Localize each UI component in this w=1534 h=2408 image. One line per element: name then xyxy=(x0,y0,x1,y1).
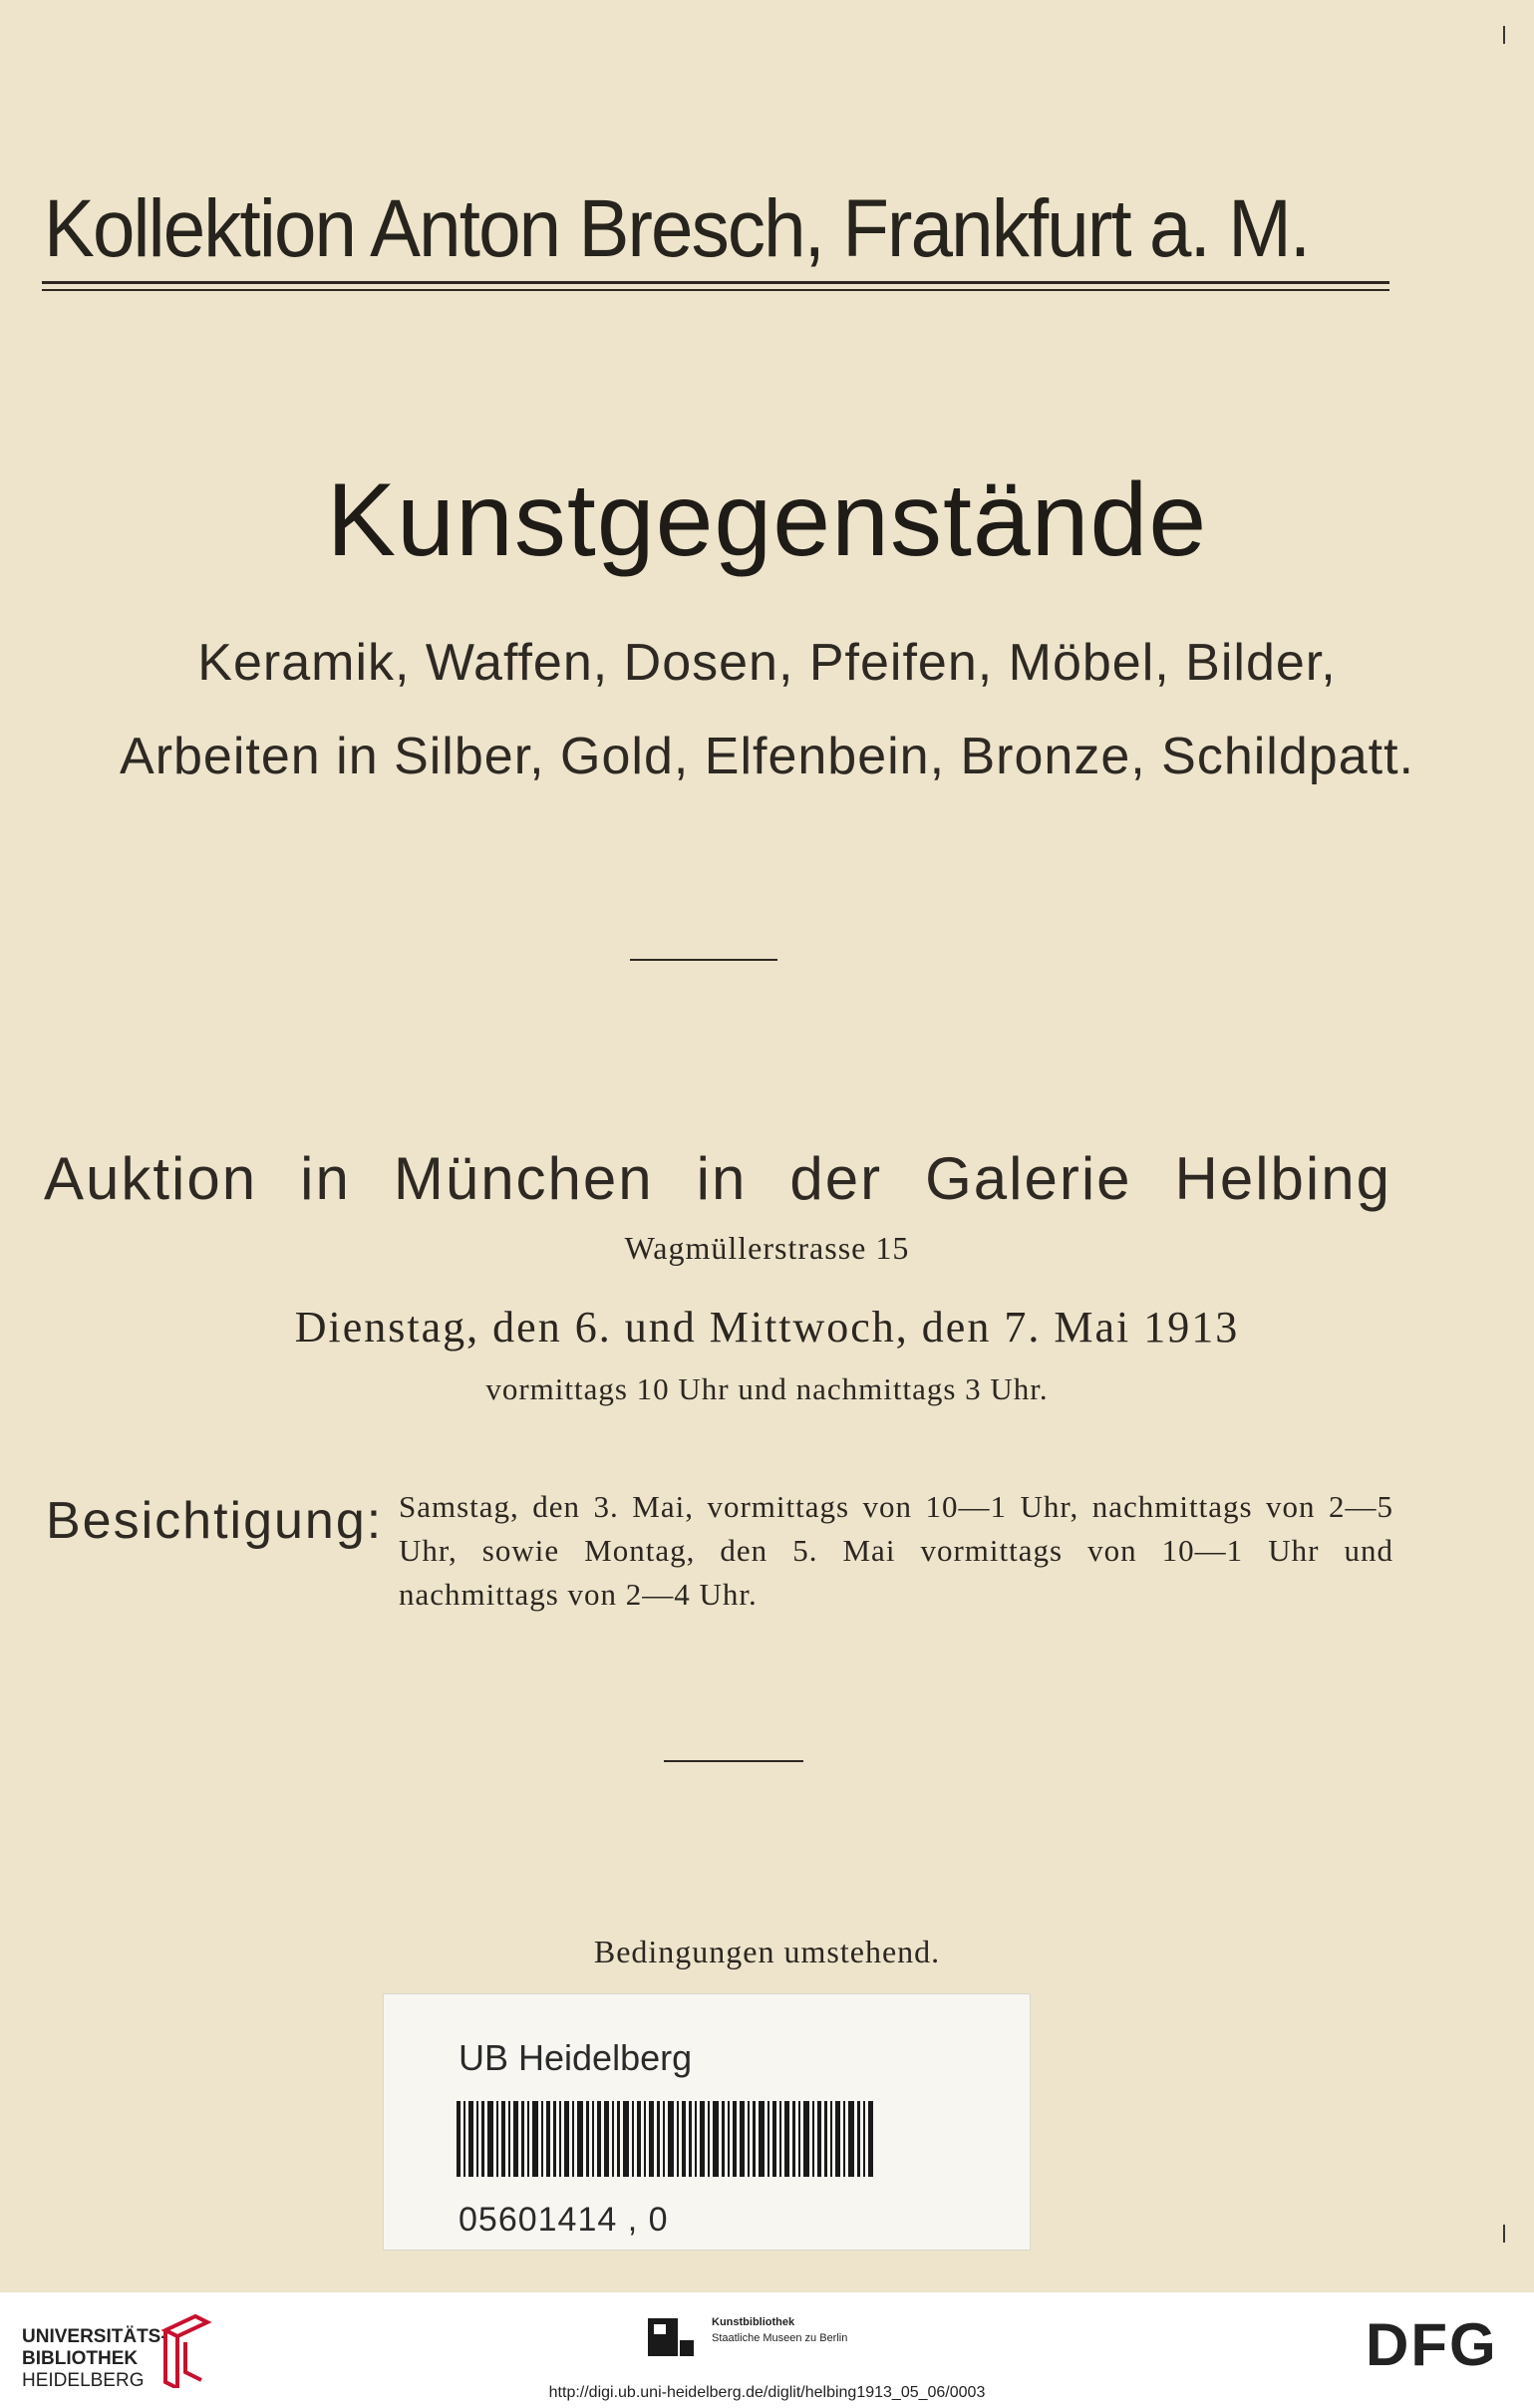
ub-line-2: BIBLIOTHEK xyxy=(22,2348,139,2369)
margin-tick-bottom xyxy=(1503,2225,1505,2243)
kb-line-2: Staatliche Museen zu Berlin xyxy=(712,2332,848,2344)
auction-heading: Auktion in München in der Galerie Helbing xyxy=(44,1145,1391,1212)
auction-dates: Dienstag, den 6. und Mittwoch, den 7. Mai 1913 xyxy=(294,1303,1240,1352)
library-label-title: UB Heidelberg xyxy=(459,2037,693,2078)
ub-logo-icon xyxy=(155,2312,213,2388)
section-divider-2 xyxy=(664,1760,803,1762)
viewing-label: Besichtigung: xyxy=(46,1492,384,1550)
viewing-text: Samstag, den 3. Mai, vormittags von 10—1 Uhr, nachmittags von 2—5 Uhr, sowie Montag, den 5. Mai vormittags von 10—1 Uhr und nachmittags von 2—4 Uhr. xyxy=(399,1489,1393,1612)
ub-line-1: UNIVERSITÄTS- xyxy=(22,2326,167,2347)
library-label-number: 05601414 , 0 xyxy=(459,2201,669,2239)
auction-address: Wagmüllerstrasse 15 xyxy=(624,1230,910,1266)
subtitle-line-1: Keramik, Waffen, Dosen, Pfeifen, Möbel, Bilder, xyxy=(197,634,1337,692)
kunstbibliothek-text xyxy=(712,2314,847,2346)
title-rule-top xyxy=(42,281,1389,284)
margin-tick-top xyxy=(1503,26,1505,44)
dfg-logo: DFG xyxy=(1366,2311,1498,2378)
source-url[interactable]: http://digi.ub.uni-heidelberg.de/diglit/helbing1913_05_06/0003 xyxy=(548,2384,986,2401)
title-rule-bottom xyxy=(42,289,1389,291)
conditions-note: Bedingungen umstehend. xyxy=(593,1934,941,1969)
section-divider-1 xyxy=(630,959,777,961)
subtitle-line-2: Arbeiten in Silber, Gold, Elfenbein, Bronze, Schildpatt. xyxy=(120,728,1414,785)
collection-title: Kollektion Anton Bresch, Frankfurt a. M. xyxy=(44,183,1310,274)
auction-times: vormittags 10 Uhr und nachmittags 3 Uhr. xyxy=(485,1371,1049,1406)
ub-line-3: HEIDELBERG xyxy=(22,2370,145,2391)
kb-line-1: Kunstbibliothek xyxy=(712,2316,795,2328)
kunstbibliothek-logo-icon xyxy=(648,2318,696,2356)
barcode-icon xyxy=(457,2101,875,2177)
page-title: Kunstgegenstände xyxy=(326,462,1208,578)
ub-heidelberg-wordmark xyxy=(22,2326,167,2392)
